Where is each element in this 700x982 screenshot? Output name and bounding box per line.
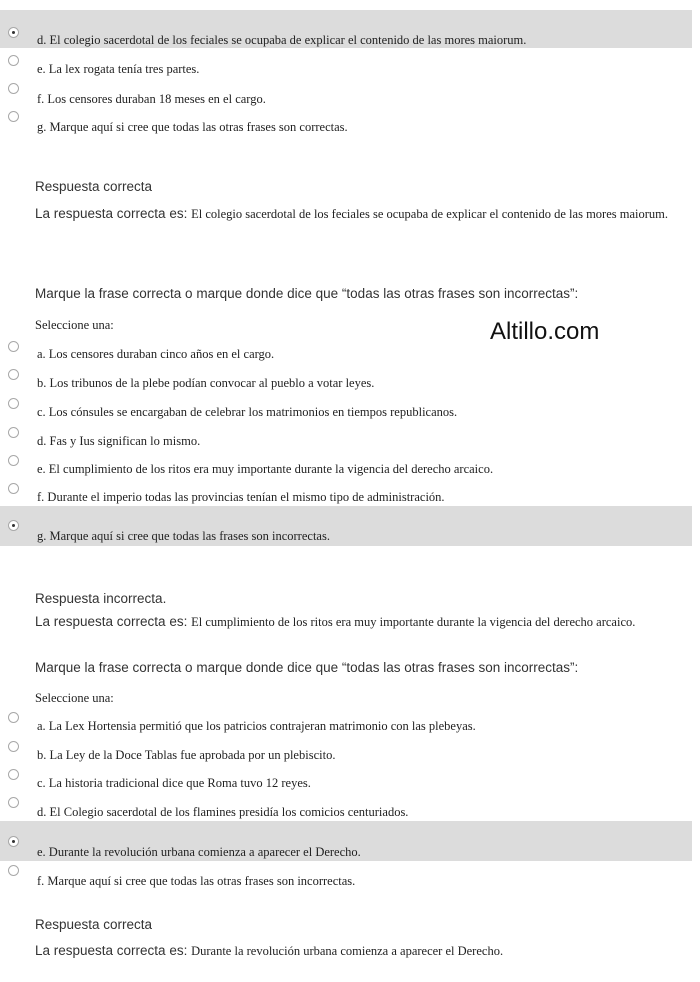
answer-prefix: La respuesta correcta es: [35, 614, 192, 629]
answer-text: El colegio sacerdotal de los feciales se ocupaba de explicar el contenido de las mores maiorum. [191, 207, 668, 221]
radio-button[interactable] [8, 427, 19, 438]
q1-correct-answer [35, 207, 685, 221]
q2-option-e[interactable] [0, 454, 692, 480]
q3-option-e[interactable] [0, 821, 692, 861]
q1-option-e[interactable] [0, 50, 692, 78]
radio-button[interactable] [8, 769, 19, 780]
radio-button[interactable] [8, 341, 19, 352]
q2-select-label: Seleccione una: [35, 318, 114, 332]
option-label: d. El colegio sacerdotal de los feciales se ocupaba de explicar el contenido de las mores maiorum. [37, 33, 527, 47]
radio-button[interactable] [8, 455, 19, 466]
radio-button[interactable] [8, 55, 19, 66]
answer-text: El cumplimiento de los ritos era muy importante durante la vigencia del derecho arcaico. [191, 615, 636, 629]
option-label: e. Durante la revolución urbana comienza a aparecer el Derecho. [37, 845, 361, 859]
q3-select-label: Seleccione una: [35, 691, 114, 705]
q3-option-b[interactable] [0, 740, 692, 766]
q1-option-g[interactable] [0, 110, 692, 138]
q2-option-c[interactable] [0, 396, 692, 422]
q1-option-f[interactable] [0, 80, 692, 108]
option-label: f. Los censores duraban 18 meses en el cargo. [37, 92, 266, 106]
option-label: d. Fas y Ius significan lo mismo. [37, 434, 201, 448]
option-label: d. El Colegio sacerdotal de los flamines presidía los comicios centuriados. [37, 805, 409, 819]
option-label: f. Durante el imperio todas las provincias tenían el mismo tipo de administración. [37, 490, 445, 504]
option-label: a. Los censores duraban cinco años en el cargo. [37, 347, 275, 361]
q2-option-b[interactable] [0, 367, 692, 393]
radio-button[interactable] [8, 483, 19, 494]
radio-button-checked[interactable] [8, 836, 19, 847]
radio-button-checked[interactable] [8, 27, 19, 38]
q1-feedback: Respuesta correcta [35, 179, 153, 194]
q1-option-d[interactable] [0, 10, 692, 48]
watermark-text: Altillo.com [490, 318, 600, 345]
radio-button-checked[interactable] [8, 520, 19, 531]
q3-correct-answer [35, 944, 685, 958]
option-label: b. La Ley de la Doce Tablas fue aprobada por un plebiscito. [37, 748, 336, 762]
radio-button[interactable] [8, 398, 19, 409]
option-label: g. Marque aquí si cree que todas las frases son incorrectas. [37, 529, 330, 543]
radio-button[interactable] [8, 741, 19, 752]
q2-option-f[interactable] [0, 482, 692, 506]
q3-option-f[interactable] [0, 863, 692, 891]
option-label: c. La historia tradicional dice que Roma tuvo 12 reyes. [37, 776, 311, 790]
q2-correct-answer [35, 615, 685, 629]
option-label: b. Los tribunos de la plebe podían convocar al pueblo a votar leyes. [37, 376, 375, 390]
q3-option-d[interactable] [0, 797, 692, 821]
q2-option-g[interactable] [0, 506, 692, 546]
radio-button[interactable] [8, 712, 19, 723]
q2-option-a[interactable] [0, 338, 692, 364]
radio-button[interactable] [8, 865, 19, 876]
radio-button[interactable] [8, 369, 19, 380]
radio-button[interactable] [8, 83, 19, 94]
answer-prefix: La respuesta correcta es: [35, 943, 192, 958]
radio-button[interactable] [8, 797, 19, 808]
option-label: a. La Lex Hortensia permitió que los patricios contrajeran matrimonio con las plebeyas. [37, 719, 476, 733]
radio-button[interactable] [8, 111, 19, 122]
option-label: e. La lex rogata tenía tres partes. [37, 62, 200, 76]
q3-option-c[interactable] [0, 769, 692, 795]
q2-prompt: Marque la frase correcta o marque donde dice que “todas las otras frases son incorrectas”: [35, 286, 579, 301]
option-label: e. El cumplimiento de los ritos era muy importante durante la vigencia del derecho arcaico. [37, 462, 494, 476]
option-label: c. Los cónsules se encargaban de celebrar los matrimonios en tiempos republicanos. [37, 405, 458, 419]
q3-feedback: Respuesta correcta [35, 917, 153, 932]
answer-prefix: La respuesta correcta es: [35, 206, 192, 221]
q3-prompt: Marque la frase correcta o marque donde dice que “todas las otras frases son incorrectas”: [35, 660, 579, 675]
q3-option-a[interactable] [0, 711, 692, 737]
q2-feedback: Respuesta incorrecta. [35, 591, 167, 606]
q2-option-d[interactable] [0, 425, 692, 451]
answer-text: Durante la revolución urbana comienza a aparecer el Derecho. [191, 944, 504, 958]
option-label: f. Marque aquí si cree que todas las otras frases son incorrectas. [37, 874, 356, 888]
option-label: g. Marque aquí si cree que todas las otras frases son correctas. [37, 120, 348, 134]
